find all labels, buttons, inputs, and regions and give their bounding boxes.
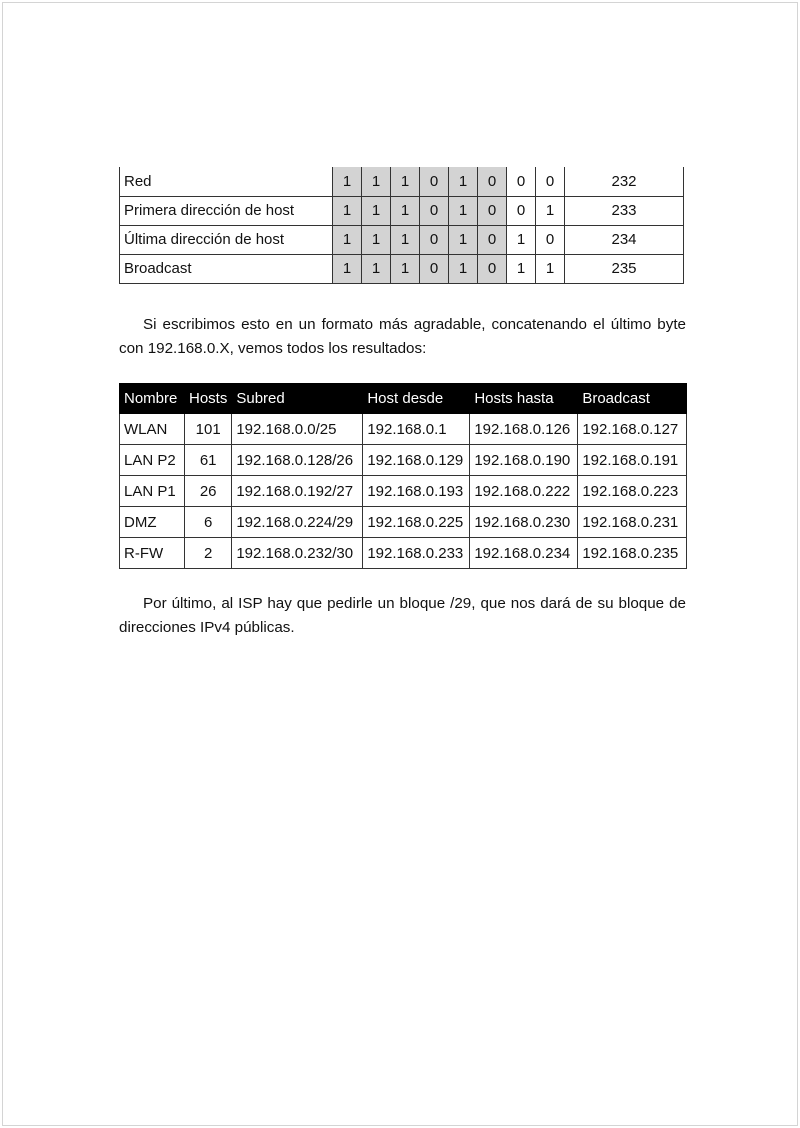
cell-subred: 192.168.0.128/26 [232, 445, 363, 476]
header-nombre: Nombre [120, 384, 185, 414]
bit-cell: 1 [362, 225, 391, 254]
cell-nombre: R-FW [120, 538, 185, 569]
cell-broadcast: 192.168.0.127 [578, 414, 687, 445]
row-label: Primera dirección de host [120, 196, 333, 225]
bit-cell: 0 [420, 225, 449, 254]
bit-cell: 0 [420, 254, 449, 283]
bit-cell: 1 [333, 254, 362, 283]
bit-cell: 1 [362, 254, 391, 283]
cell-hosts-hasta: 192.168.0.126 [470, 414, 578, 445]
bit-cell: 1 [391, 167, 420, 196]
table-row [120, 445, 687, 476]
header-hosts-hasta: Hosts hasta [470, 384, 578, 414]
bit-cell: 1 [507, 254, 536, 283]
bit-cell: 0 [536, 225, 565, 254]
cell-nombre: DMZ [120, 507, 185, 538]
paragraph-text: Por último, al ISP hay que pedirle un bloque /29, que nos dará de su bloque de direcciones IPv4 públicas. [119, 595, 686, 636]
bit-cell: 0 [478, 225, 507, 254]
bit-cell: 0 [478, 167, 507, 196]
header-hosts: Hosts [185, 384, 232, 414]
decimal-value: 233 [565, 196, 684, 225]
table-row [120, 254, 684, 283]
table-row [120, 507, 687, 538]
bit-cell: 1 [391, 254, 420, 283]
bit-cell: 1 [333, 225, 362, 254]
cell-host-desde: 192.168.0.233 [363, 538, 470, 569]
header-broadcast: Broadcast [578, 384, 687, 414]
cell-broadcast: 192.168.0.191 [578, 445, 687, 476]
decimal-value: 232 [565, 167, 684, 196]
binary-breakdown-table [119, 167, 684, 284]
bit-cell: 1 [536, 196, 565, 225]
cell-hosts: 101 [185, 414, 232, 445]
cell-subred: 192.168.0.232/30 [232, 538, 363, 569]
bit-cell: 1 [449, 254, 478, 283]
bit-cell: 0 [420, 167, 449, 196]
cell-hosts-hasta: 192.168.0.230 [470, 507, 578, 538]
header-host-desde: Host desde [363, 384, 470, 414]
cell-hosts-hasta: 192.168.0.222 [470, 476, 578, 507]
bit-cell: 1 [362, 167, 391, 196]
bit-cell: 1 [391, 225, 420, 254]
cell-subred: 192.168.0.224/29 [232, 507, 363, 538]
cell-host-desde: 192.168.0.129 [363, 445, 470, 476]
cell-host-desde: 192.168.0.193 [363, 476, 470, 507]
cell-broadcast: 192.168.0.231 [578, 507, 687, 538]
cell-hosts-hasta: 192.168.0.234 [470, 538, 578, 569]
cell-nombre: WLAN [120, 414, 185, 445]
bit-cell: 0 [507, 167, 536, 196]
bit-cell: 0 [507, 196, 536, 225]
bit-cell: 0 [478, 196, 507, 225]
table-row [120, 414, 687, 445]
table-row [120, 225, 684, 254]
bit-cell: 1 [536, 254, 565, 283]
row-label: Red [120, 167, 333, 196]
table-row [120, 196, 684, 225]
cell-subred: 192.168.0.192/27 [232, 476, 363, 507]
table-row [120, 476, 687, 507]
subnet-summary-table [119, 383, 687, 569]
table-header-row [120, 384, 687, 414]
bit-cell: 1 [333, 167, 362, 196]
cell-broadcast: 192.168.0.235 [578, 538, 687, 569]
row-label: Última dirección de host [120, 225, 333, 254]
bit-cell: 1 [333, 196, 362, 225]
paragraph-isp-block [119, 592, 686, 640]
table-row [120, 538, 687, 569]
cell-hosts: 6 [185, 507, 232, 538]
bit-cell: 1 [391, 196, 420, 225]
paragraph-text: Si escribimos esto en un formato más agradable, concatenando el último byte con 192.168.0.X, vemos todos los resultados: [119, 316, 686, 357]
cell-nombre: LAN P2 [120, 445, 185, 476]
row-label: Broadcast [120, 254, 333, 283]
cell-broadcast: 192.168.0.223 [578, 476, 687, 507]
cell-nombre: LAN P1 [120, 476, 185, 507]
decimal-value: 234 [565, 225, 684, 254]
paragraph-results-intro [119, 313, 686, 361]
bit-cell: 0 [420, 196, 449, 225]
bit-cell: 1 [362, 196, 391, 225]
cell-hosts: 2 [185, 538, 232, 569]
bit-cell: 1 [507, 225, 536, 254]
bit-cell: 0 [536, 167, 565, 196]
cell-hosts-hasta: 192.168.0.190 [470, 445, 578, 476]
cell-host-desde: 192.168.0.1 [363, 414, 470, 445]
cell-subred: 192.168.0.0/25 [232, 414, 363, 445]
decimal-value: 235 [565, 254, 684, 283]
bit-cell: 0 [478, 254, 507, 283]
header-subred: Subred [232, 384, 363, 414]
table-row [120, 167, 684, 196]
cell-hosts: 61 [185, 445, 232, 476]
cell-hosts: 26 [185, 476, 232, 507]
cell-host-desde: 192.168.0.225 [363, 507, 470, 538]
bit-cell: 1 [449, 196, 478, 225]
bit-cell: 1 [449, 225, 478, 254]
bit-cell: 1 [449, 167, 478, 196]
